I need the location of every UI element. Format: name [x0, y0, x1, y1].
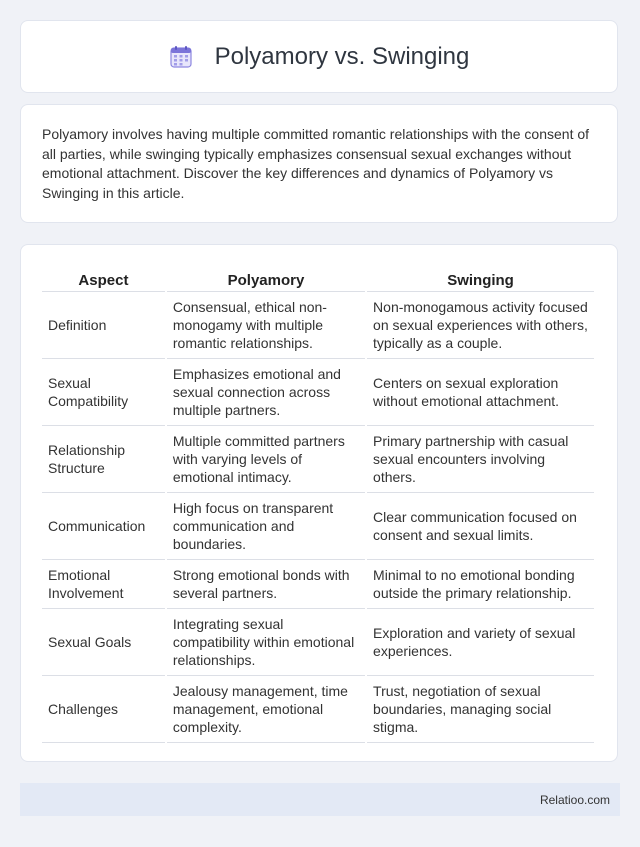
polyamory-cell: Emphasizes emotional and sexual connection across multiple partners.: [167, 359, 365, 426]
table-row: [42, 676, 594, 743]
aspect-cell: Sexual Goals: [42, 609, 165, 676]
swinging-cell: Primary partnership with casual sexual encounters involving others.: [367, 426, 594, 493]
polyamory-cell: Integrating sexual compatibility within emotional relationships.: [167, 609, 365, 676]
table-row: [42, 359, 594, 426]
column-header-polyamory: Polyamory: [167, 265, 365, 292]
swinging-cell: Clear communication focused on consent and sexual limits.: [367, 493, 594, 560]
aspect-cell: Communication: [42, 493, 165, 560]
table-header-row: [42, 265, 594, 292]
comparison-table: [40, 265, 596, 743]
table-row: [42, 426, 594, 493]
swinging-cell: Exploration and variety of sexual experiences.: [367, 609, 594, 676]
swinging-cell: Centers on sexual exploration without emotional attachment.: [367, 359, 594, 426]
aspect-cell: Sexual Compatibility: [42, 359, 165, 426]
column-header-swinging: Swinging: [367, 265, 594, 292]
aspect-cell: Relationship Structure: [42, 426, 165, 493]
intro-paragraph: Polyamory involves having multiple committed romantic relationships with the consent of all parties, while swinging typically emphasizes consensual sexual exchanges without emotional attachment. Discover the key differences and dynamics of Polyamory vs Swinging in this article.: [42, 126, 590, 201]
intro-card: [20, 104, 618, 223]
calendar-icon: [169, 45, 193, 69]
table-row: [42, 292, 594, 359]
swinging-cell: Non-monogamous activity focused on sexual experiences with others, typically as a couple.: [367, 292, 594, 359]
polyamory-cell: Strong emotional bonds with several partners.: [167, 560, 365, 609]
polyamory-cell: High focus on transparent communication and boundaries.: [167, 493, 365, 560]
footer-brand: Relatioo.com: [539, 793, 610, 807]
swinging-cell: Minimal to no emotional bonding outside the primary relationship.: [367, 560, 594, 609]
footer-bar: [20, 783, 620, 816]
swinging-cell: Trust, negotiation of sexual boundaries, managing social stigma.: [367, 676, 594, 743]
aspect-cell: Challenges: [42, 676, 165, 743]
title-card: [20, 20, 618, 93]
page-title: Polyamory vs. Swinging: [214, 42, 470, 70]
table-row: [42, 609, 594, 676]
comparison-card: [20, 244, 618, 762]
polyamory-cell: Consensual, ethical non-monogamy with multiple romantic relationships.: [167, 292, 365, 359]
aspect-cell: Definition: [42, 292, 165, 359]
aspect-cell: Emotional Involvement: [42, 560, 165, 609]
polyamory-cell: Multiple committed partners with varying levels of emotional intimacy.: [167, 426, 365, 493]
table-row: [42, 560, 594, 609]
column-header-aspect: Aspect: [42, 265, 165, 292]
polyamory-cell: Jealousy management, time management, emotional complexity.: [167, 676, 365, 743]
table-row: [42, 493, 594, 560]
